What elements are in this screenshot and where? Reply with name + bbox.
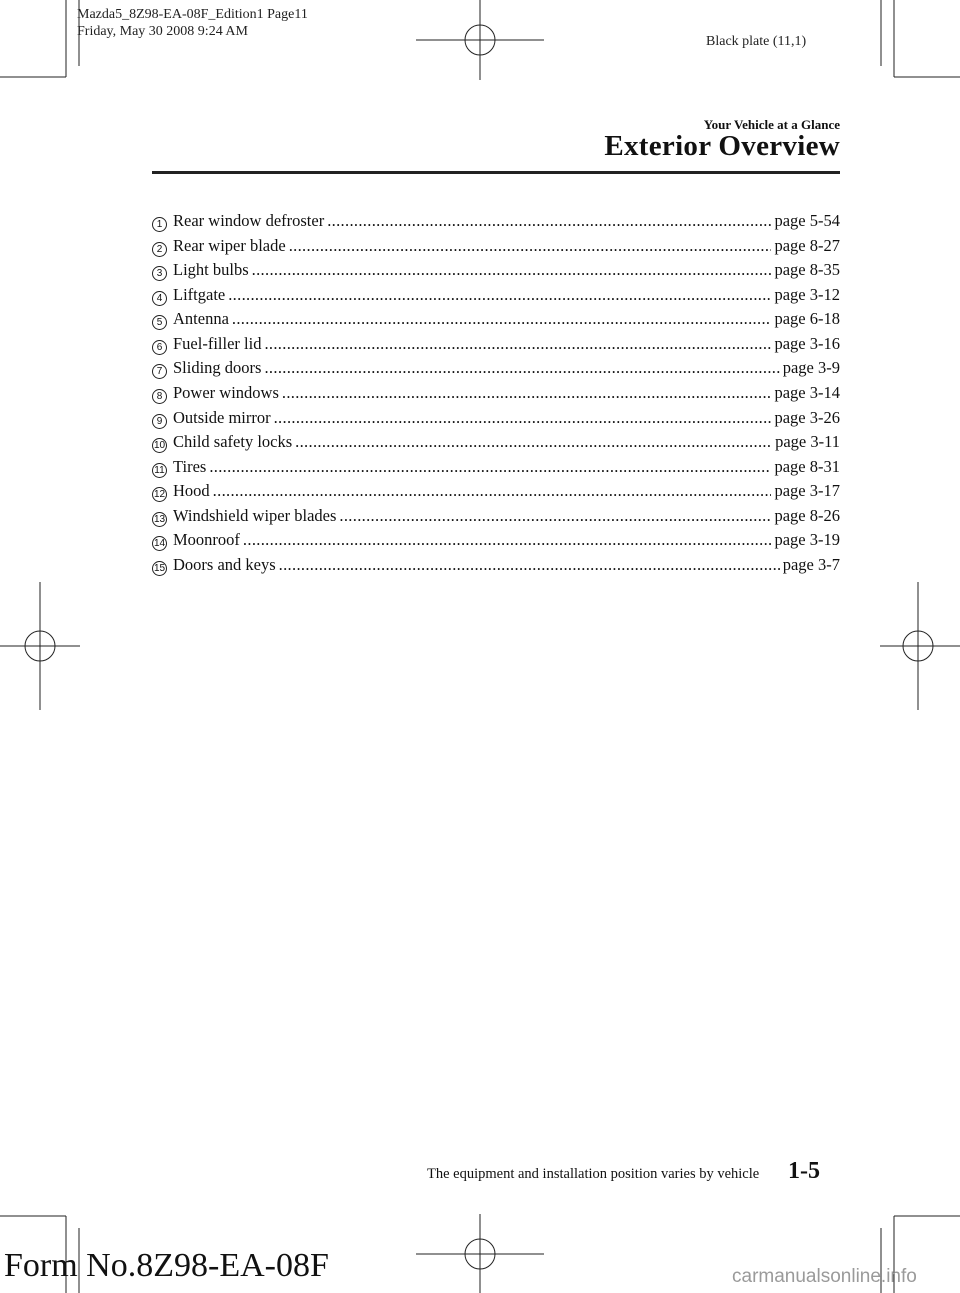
item-label: Windshield wiper blades	[173, 505, 337, 525]
dot-leader	[327, 211, 771, 231]
item-label: Tires	[173, 456, 207, 476]
item-page-ref: page 8-31	[774, 456, 840, 476]
index-row	[152, 408, 840, 433]
form-number: Form No.8Z98-EA-08F	[4, 1247, 329, 1284]
dot-leader	[232, 309, 772, 329]
item-label: Outside mirror	[173, 407, 271, 427]
index-row	[152, 260, 840, 285]
item-page-ref: page 3-12	[774, 284, 840, 304]
item-label: Moonroof	[173, 530, 240, 550]
item-number-badge: 8	[152, 389, 167, 404]
print-job-file: Mazda5_8Z98-EA-08F_Edition1 Page11	[77, 7, 308, 22]
dot-leader	[213, 481, 772, 501]
item-label: Antenna	[173, 309, 229, 329]
index-row	[152, 432, 840, 457]
item-page-ref: page 3-7	[782, 554, 840, 574]
item-label: Child safety locks	[173, 432, 293, 452]
index-row	[152, 236, 840, 261]
item-number-badge: 7	[152, 364, 167, 379]
item-number-badge: 3	[152, 266, 167, 281]
dot-leader	[282, 383, 772, 403]
item-label: Rear wiper blade	[173, 235, 286, 255]
item-page-ref: page 5-54	[774, 211, 840, 230]
dot-leader	[295, 432, 772, 452]
index-row	[152, 383, 840, 408]
dot-leader	[289, 236, 772, 256]
item-number-badge: 14	[153, 538, 166, 550]
item-number-badge: 15	[153, 562, 166, 574]
item-number-badge: 9	[152, 414, 167, 429]
plate-label: Black plate (11,1)	[706, 34, 807, 49]
item-page-ref: page 3-26	[774, 407, 840, 427]
item-page-ref: page 3-17	[774, 481, 840, 501]
item-label: Doors and keys	[173, 554, 276, 574]
footer-note: The equipment and installation position varies by vehicle	[427, 1166, 760, 1182]
site-watermark: carmanualsonline.info	[732, 1266, 917, 1287]
dot-leader	[264, 334, 771, 354]
item-page-ref: page 6-18	[774, 309, 840, 329]
item-number-badge: 1	[152, 217, 167, 232]
dot-leader	[264, 358, 779, 378]
item-label: Hood	[173, 481, 210, 501]
item-page-ref: page 3-16	[774, 333, 840, 353]
chapter-title: Your Vehicle at a Glance	[703, 117, 840, 132]
page-title: Exterior Overview	[604, 130, 840, 162]
item-label: Rear window defroster	[173, 211, 325, 230]
item-page-ref: page 3-9	[782, 358, 840, 378]
index-row	[152, 506, 840, 531]
index-row	[152, 309, 840, 334]
item-page-ref: page 8-26	[774, 505, 840, 525]
item-page-ref: page 8-35	[774, 260, 840, 280]
item-label: Sliding doors	[173, 358, 262, 378]
index-row	[152, 457, 840, 482]
print-job-info	[77, 6, 308, 40]
dot-leader	[279, 555, 780, 575]
dot-leader	[252, 260, 772, 280]
item-number-badge: 4	[152, 291, 167, 306]
item-number-badge: 10	[153, 440, 166, 452]
item-number-badge: 2	[152, 242, 167, 257]
item-page-ref: page 3-14	[774, 382, 840, 402]
item-number-badge: 12	[153, 489, 166, 501]
index-row	[152, 481, 840, 506]
dot-leader	[243, 530, 772, 550]
item-page-ref: page 3-11	[775, 432, 840, 452]
index-row	[152, 285, 840, 310]
item-label: Liftgate	[173, 284, 226, 304]
item-number-badge: 11	[152, 463, 167, 478]
item-number-badge: 6	[152, 340, 167, 355]
item-page-ref: page 3-19	[774, 530, 840, 550]
index-row	[152, 211, 840, 236]
item-label: Power windows	[173, 382, 279, 402]
page-number: 1-5	[788, 1158, 820, 1184]
exterior-parts-index	[152, 211, 840, 579]
dot-leader	[228, 285, 771, 305]
item-label: Fuel-filler lid	[173, 333, 262, 353]
index-row	[152, 555, 840, 580]
header-rule	[152, 171, 840, 174]
dot-leader	[339, 506, 771, 526]
item-page-ref: page 8-27	[774, 235, 840, 255]
index-row	[152, 334, 840, 359]
index-row	[152, 358, 840, 383]
item-label: Light bulbs	[173, 260, 249, 280]
index-row	[152, 530, 840, 555]
item-number-badge: 13	[153, 513, 166, 525]
print-job-date: Friday, May 30 2008 9:24 AM	[77, 24, 248, 39]
dot-leader	[274, 408, 772, 428]
dot-leader	[209, 457, 771, 477]
item-number-badge: 5	[152, 315, 167, 330]
